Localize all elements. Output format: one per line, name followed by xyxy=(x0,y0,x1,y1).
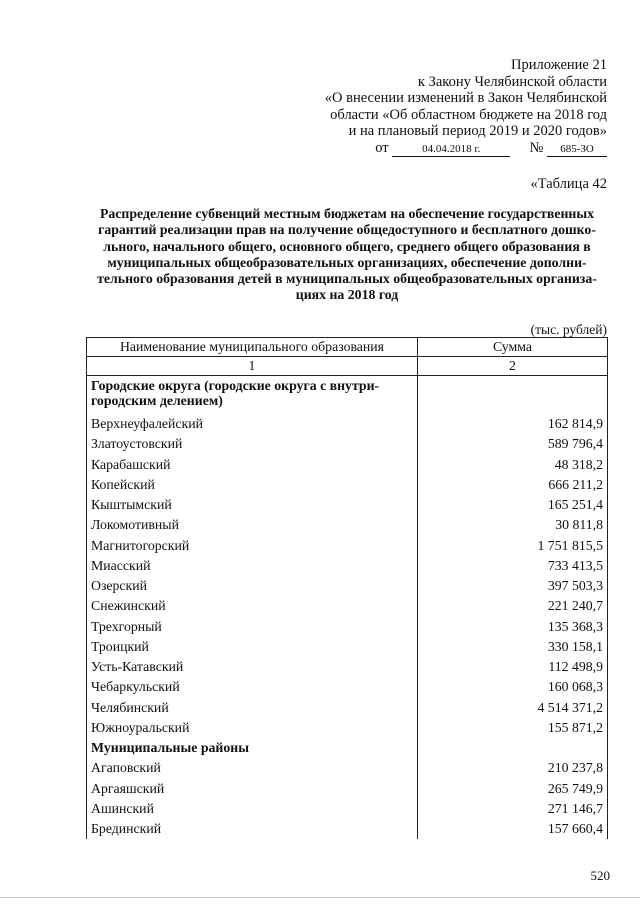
municipality-name: Карабашский xyxy=(87,455,418,475)
group-row-city-districts xyxy=(87,376,608,415)
subvention-amount: 265 749,9 xyxy=(418,779,608,799)
subvention-table xyxy=(86,337,608,839)
table-row xyxy=(87,657,608,677)
group-label: Городские округа (городские округа с внутри- городским делением) xyxy=(87,376,418,415)
title-line: циях на 2018 год xyxy=(295,287,399,303)
municipality-name: Троицкий xyxy=(87,637,418,657)
table-row xyxy=(87,515,608,535)
municipality-name: Ашинский xyxy=(87,799,418,819)
title-line: Распределение субвенций местным бюджетам на обеспечение государственных xyxy=(99,206,595,221)
table-row xyxy=(87,455,608,475)
table-row xyxy=(87,819,608,839)
subvention-amount: 666 211,2 xyxy=(418,475,608,495)
header-name: Наименование муниципального образования xyxy=(87,338,418,357)
title-line: муниципальных общеобразовательных организациях, обеспечение дополни- xyxy=(107,254,587,270)
municipality-name: Кыштымский xyxy=(87,495,418,515)
subvention-amount: 210 237,8 xyxy=(418,758,608,778)
header-sum: Сумма xyxy=(418,338,608,357)
table-row xyxy=(87,779,608,799)
group-label: Муниципальные районы xyxy=(87,738,418,758)
table-row xyxy=(87,495,608,515)
appendix-law-title-3: и на плановый период 2019 и 2020 годов» xyxy=(348,123,607,139)
table-row xyxy=(87,536,608,556)
subvention-amount: 733 413,5 xyxy=(418,556,608,576)
subvention-amount: 112 498,9 xyxy=(418,657,608,677)
table-row xyxy=(87,637,608,657)
subvention-amount: 135 368,3 xyxy=(418,617,608,637)
municipality-name: Снежинский xyxy=(87,596,418,616)
title-line: тельного образования детей в муниципальных общеобразовательных организа- xyxy=(97,271,597,287)
units-label: (тыс. рублей) xyxy=(530,322,607,337)
date-value: 04.04.2018 г. xyxy=(392,141,510,157)
appendix-title: Приложение 21 xyxy=(511,57,607,73)
table-row xyxy=(87,434,608,454)
municipality-name: Магнитогорский xyxy=(87,536,418,556)
table-row xyxy=(87,617,608,637)
subvention-amount: 160 068,3 xyxy=(418,677,608,697)
title-line: льного, начального общего, основного общего, среднего общего образования в xyxy=(103,238,591,254)
table-row xyxy=(87,718,608,738)
municipality-name: Миасский xyxy=(87,556,418,576)
municipality-name: Локомотивный xyxy=(87,515,418,535)
municipality-name: Аргаяшский xyxy=(87,779,418,799)
number-prefix: № xyxy=(529,139,544,156)
table-row xyxy=(87,799,608,819)
municipality-name: Брединский xyxy=(87,819,418,839)
subvention-amount: 165 251,4 xyxy=(418,495,608,515)
scan-edge-line xyxy=(0,897,640,898)
column-number-2: 2 xyxy=(418,357,608,376)
title-line: гарантий реализации прав на получение общедоступного и бесплатного дошко- xyxy=(98,222,596,238)
subvention-amount: 30 811,8 xyxy=(418,515,608,535)
subvention-amount: 330 158,1 xyxy=(418,637,608,657)
subvention-amount: 48 318,2 xyxy=(418,455,608,475)
subvention-amount: 397 503,3 xyxy=(418,576,608,596)
municipality-name: Озерский xyxy=(87,576,418,596)
table-row xyxy=(87,698,608,718)
table-row xyxy=(87,414,608,434)
table-body xyxy=(87,376,608,840)
subvention-amount: 162 814,9 xyxy=(418,414,608,434)
subvention-amount: 589 796,4 xyxy=(418,434,608,454)
municipality-name: Челябинский xyxy=(87,698,418,718)
table-row xyxy=(87,556,608,576)
date-prefix: от xyxy=(375,139,389,156)
appendix-date-line xyxy=(187,140,607,157)
table-row xyxy=(87,576,608,596)
municipality-name: Усть-Катавский xyxy=(87,657,418,677)
appendix-law-title-2: области «Об областном бюджете на 2018 год xyxy=(330,106,607,123)
group-row-municipal-districts xyxy=(87,738,608,758)
table-row xyxy=(87,677,608,697)
subvention-amount: 221 240,7 xyxy=(418,596,608,616)
page-number: 520 xyxy=(590,868,610,883)
subvention-amount: 155 871,2 xyxy=(418,718,608,738)
document-title xyxy=(86,206,608,304)
subvention-amount: 157 660,4 xyxy=(418,819,608,839)
column-number-1: 1 xyxy=(87,357,418,376)
municipality-name: Агаповский xyxy=(87,758,418,778)
subvention-amount: 1 751 815,5 xyxy=(418,536,608,556)
table-row xyxy=(87,758,608,778)
appendix-law: к Закону Челябинской области xyxy=(417,73,607,90)
subvention-amount: 4 514 371,2 xyxy=(418,698,608,718)
municipality-name: Копейский xyxy=(87,475,418,495)
appendix-law-title-1: «О внесении изменений в Закон Челябинской xyxy=(324,90,607,106)
municipality-name: Златоустовский xyxy=(87,434,418,454)
municipality-name: Трехгорный xyxy=(87,617,418,637)
number-value: 685-ЗО xyxy=(547,141,607,157)
municipality-name: Верхнеуфалейский xyxy=(87,414,418,434)
subvention-amount: 271 146,7 xyxy=(418,799,608,819)
municipality-name: Южноуральский xyxy=(87,718,418,738)
table-row xyxy=(87,596,608,616)
table-row xyxy=(87,475,608,495)
municipality-name: Чебаркульский xyxy=(87,677,418,697)
table-number: «Таблица 42 xyxy=(530,176,607,192)
appendix-header xyxy=(187,57,607,157)
